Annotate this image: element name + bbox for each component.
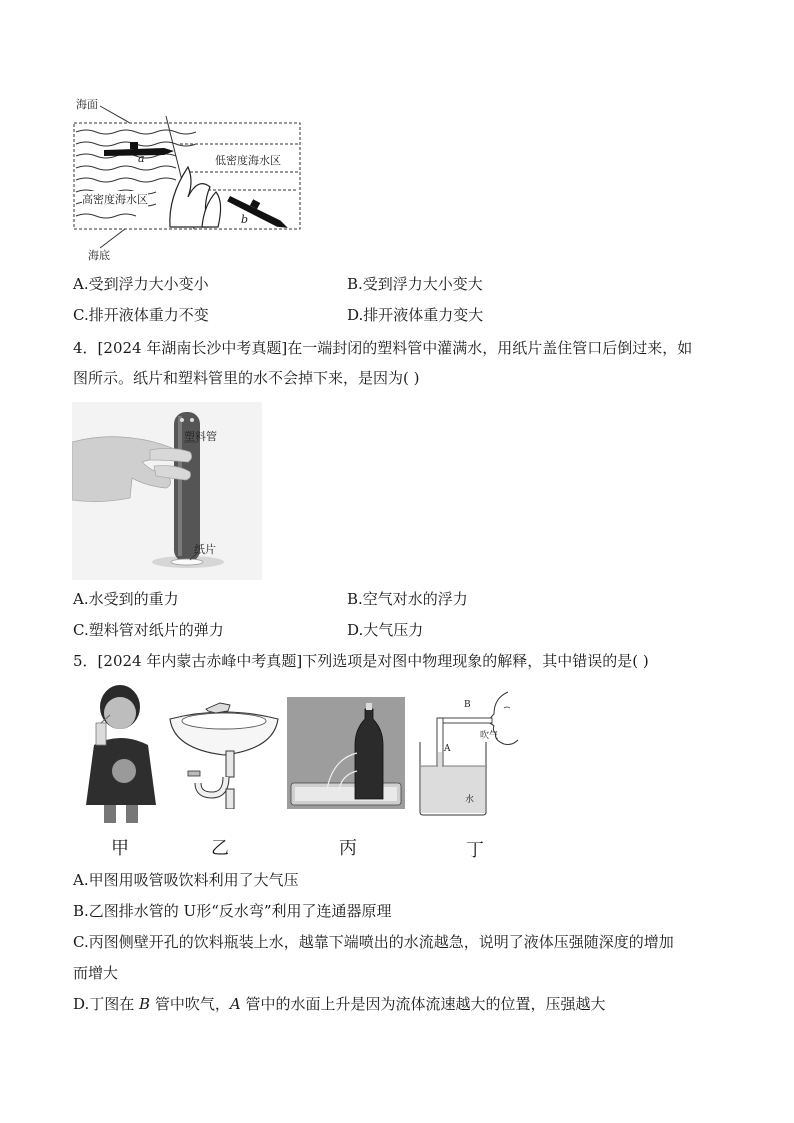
water-label: 水: [465, 795, 475, 805]
q5-option-c-line2: 而增大: [73, 964, 119, 982]
q4-option-c: C.塑料管对纸片的弹力: [73, 621, 224, 639]
q5-figure-ding: [416, 688, 526, 816]
q3-option-c: C.排开液体重力不变: [73, 306, 209, 324]
q3-option-d: D.排开液体重力变大: [347, 306, 484, 324]
q5-option-d-a: A: [229, 995, 241, 1013]
caption-bing: 丙: [339, 838, 357, 859]
q5-figure-yi: [166, 697, 281, 809]
q5-figure-bing: [287, 697, 405, 809]
q5-option-c-line1: C.丙图侧壁开孔的饮料瓶装上水，越靠下端喷出的水流越急，说明了液体压强随深度的增加: [73, 933, 674, 951]
plastic-tube-photo: [72, 402, 262, 580]
tube-b-label: B: [464, 700, 471, 710]
submarine-b-icon: [227, 189, 292, 232]
q4-option-d: D.大气压力: [347, 621, 424, 639]
q4-option-a: A.水受到的重力: [73, 590, 179, 608]
caption-jia: 甲: [111, 838, 129, 859]
q5-option-d-prefix: D.丁图在: [73, 995, 140, 1013]
ocean-density-diagram: [70, 92, 310, 267]
q5-option-b: B.乙图排水管的 U形“反水弯”利用了连通器原理: [73, 902, 392, 920]
high-density-label: 高密度海水区: [82, 193, 148, 206]
sea-surface-label: 海面: [76, 98, 98, 111]
caption-ding: 丁: [466, 840, 484, 861]
submarine-a-label: a: [138, 152, 145, 165]
q5-option-d-mid: 管中吹气，: [150, 995, 230, 1013]
q4-stem-line2: 图所示。纸片和塑料管里的水不会掉下来，是因为( ): [73, 369, 420, 387]
sea-floor-label: 海底: [88, 249, 110, 262]
q3-figure: [70, 92, 310, 267]
caption-yi: 乙: [211, 838, 229, 859]
low-density-label: 低密度海水区: [215, 154, 281, 167]
q5-option-d-b: B: [139, 995, 151, 1013]
q3-option-a: A.受到浮力大小变小: [73, 275, 209, 293]
tube-label: 塑料管: [184, 430, 217, 443]
tube-a-label: A: [444, 744, 451, 754]
q5-option-a: A.甲图用吸管吸饮料利用了大气压: [73, 871, 299, 889]
q5-option-d: [73, 994, 605, 1014]
q3-option-b: B.受到浮力大小变大: [347, 275, 483, 293]
q5-option-d-post: 管中的水面上升是因为流体流速越大的位置，压强越大: [240, 995, 606, 1013]
paper-label: 纸片: [194, 543, 216, 556]
q4-stem-line1: 4．[2024 年湖南长沙中考真题]在一端封闭的塑料管中灌满水，用纸片盖住管口后倒过来，如: [73, 339, 693, 357]
blow-label: 吹气: [480, 731, 499, 741]
q5-figure-jia: [76, 683, 160, 823]
q5-stem-line1: 5．[2024 年内蒙古赤峰中考真题]下列选项是对图中物理现象的解释，其中错误的是( ): [73, 652, 649, 670]
q4-option-b: B.空气对水的浮力: [347, 590, 468, 608]
submarine-b-label: b: [241, 213, 249, 226]
q4-figure: [72, 402, 262, 580]
